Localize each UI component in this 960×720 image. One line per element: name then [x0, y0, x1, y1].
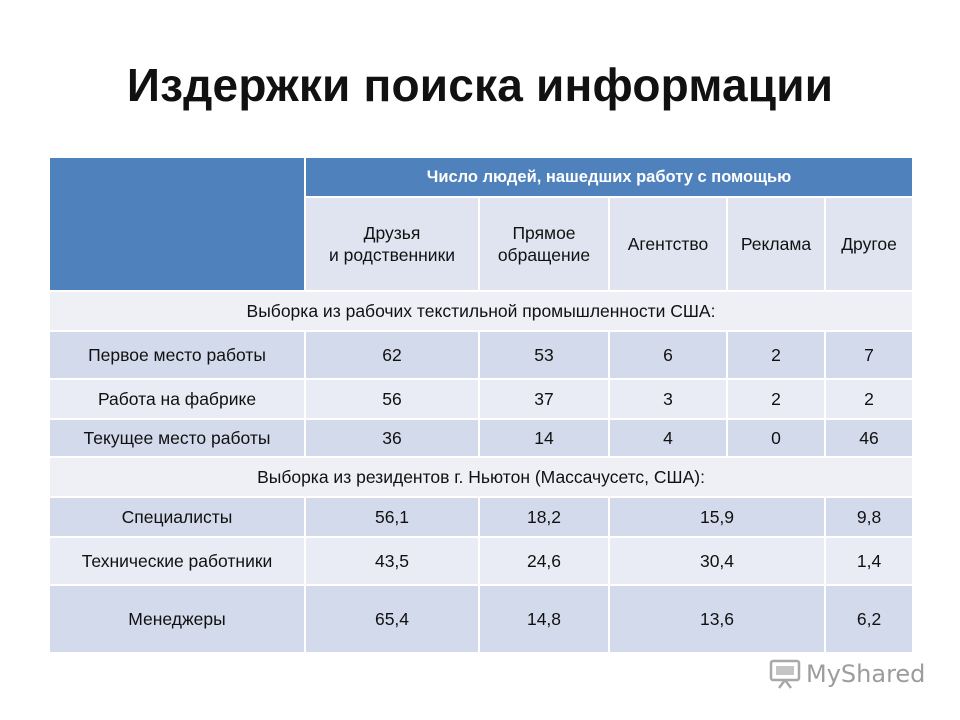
row-label: Текущее место работы [49, 419, 305, 457]
column-header: Прямое обращение [479, 197, 609, 291]
table-cell: 9,8 [825, 497, 913, 537]
table-cell: 2 [825, 379, 913, 419]
watermark-text: MyShared [806, 660, 926, 688]
section-label: Выборка из резидентов г. Ньютон (Массачусетс, США): [49, 457, 913, 497]
table-cell: 6,2 [825, 585, 913, 653]
table-cell: 53 [479, 331, 609, 379]
table-cell: 3 [609, 379, 727, 419]
myshared-watermark [768, 656, 925, 692]
row-label: Менеджеры [49, 585, 305, 653]
row-label: Первое место работы [49, 331, 305, 379]
header-group: Число людей, нашедших работу с помощью [305, 157, 913, 197]
table-row [49, 497, 913, 537]
table-cell: 0 [727, 419, 825, 457]
table-cell: 24,6 [479, 537, 609, 585]
job-search-table [48, 156, 914, 654]
table-cell: 14,8 [479, 585, 609, 653]
table-row [49, 585, 913, 653]
column-header: Другое [825, 197, 913, 291]
table-row [49, 379, 913, 419]
column-header: Реклама [727, 197, 825, 291]
table-cell: 18,2 [479, 497, 609, 537]
table-row [49, 419, 913, 457]
table-cell: 62 [305, 331, 479, 379]
table-row [49, 537, 913, 585]
table-cell: 56,1 [305, 497, 479, 537]
section-row [49, 291, 913, 331]
table-cell: 37 [479, 379, 609, 419]
table-cell: 46 [825, 419, 913, 457]
table-cell: 65,4 [305, 585, 479, 653]
table-row [49, 331, 913, 379]
column-header: Агентство [609, 197, 727, 291]
section-row [49, 457, 913, 497]
table-cell: 2 [727, 379, 825, 419]
table-cell: 43,5 [305, 537, 479, 585]
row-label: Технические работники [49, 537, 305, 585]
table-cell: 6 [609, 331, 727, 379]
table-cell: 15,9 [609, 497, 825, 537]
table-cell: 36 [305, 419, 479, 457]
table-cell: 4 [609, 419, 727, 457]
row-label: Специалисты [49, 497, 305, 537]
column-header: Друзья и родственники [305, 197, 479, 291]
table-cell: 13,6 [609, 585, 825, 653]
table-cell: 30,4 [609, 537, 825, 585]
table-cell: 2 [727, 331, 825, 379]
presentation-board-icon [768, 658, 802, 690]
table-cell: 56 [305, 379, 479, 419]
page-title: Издержки поиска информации [126, 59, 834, 111]
table-cell: 7 [825, 331, 913, 379]
table-cell: 14 [479, 419, 609, 457]
table-cell: 1,4 [825, 537, 913, 585]
row-label: Работа на фабрике [49, 379, 305, 419]
table-corner-cell [49, 157, 305, 291]
section-label: Выборка из рабочих текстильной промышленности США: [49, 291, 913, 331]
